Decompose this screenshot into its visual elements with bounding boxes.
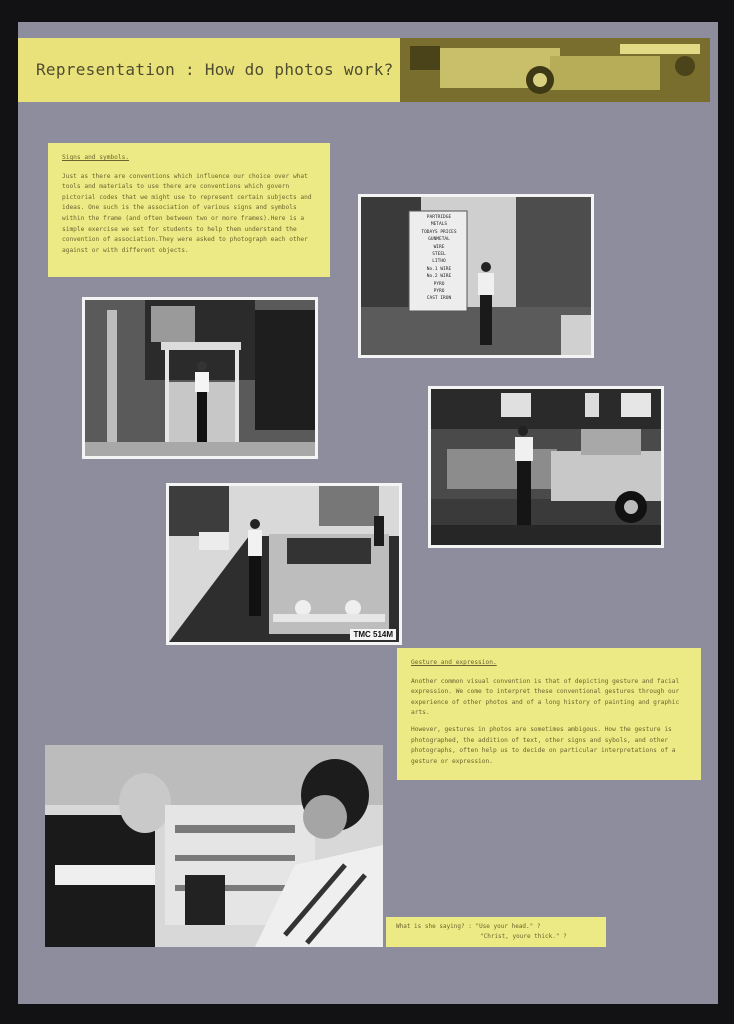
quote-line-1: What is she saying? : "Use your head." ? [396,923,541,930]
sign-line: LITHO [432,259,446,265]
header-banner [18,38,710,102]
gesture-card-title: Gesture and expression. [411,659,497,666]
sign-line: PARTRIDGE [426,215,452,220]
signs-card-title: Signs and symbols. [62,154,130,161]
number-plate: TMC 514M [350,629,396,640]
gesture-card-paragraph: However, gestures in photos are sometimes ambigous. How the gesture is photographed, the addition of text, other signs and sybols, and other photographs, often help us to decide on particular interpretations of a gesture or expression. [411,725,676,765]
photo-jaguar [166,483,402,645]
photo-sign-board [358,194,594,358]
photo-car-boy [428,386,664,548]
sign-line: CAST IRON [426,296,452,302]
sign-line: TODAYS PRICES [421,229,457,235]
header-photo [400,38,710,102]
sign-line: No.2 WIRE [426,274,452,280]
sign-line: GUNMETAL [428,237,450,243]
sign-board-text [412,214,466,303]
sign-line: No.1 WIRE [426,266,452,272]
sign-line: PYRO [433,281,445,287]
quote-card [386,917,606,947]
page-title: Representation : How do photos work? [36,60,394,79]
signs-card-body: Just as there are conventions which influence our choice over what tools and materials to use there are conventions which govern pictorial codes that we might use to represent certain subjects and ideas. One such is the association of various signs and symbols within the frame (and often between two or more frames).Here is a simple exercise we set for students to help them understand the convention of association.They were asked to photograph each other against or with different objects. [62,172,312,254]
sign-line: STEEL [432,252,446,258]
signs-and-symbols-card [48,143,330,277]
gesture-and-expression-card [397,648,701,780]
gesture-card-paragraph: Another common visual convention is that of depicting gesture and facial expression. We come to interpret these conventional gestures through our experience of other photos and of a long history of painting and graphic arts. [411,677,680,717]
photo-gesture [45,745,383,947]
sign-line: METALS [430,222,448,228]
sign-line: WIRE [433,244,445,250]
quote-line-2: "Christ, youre thick." ? [480,933,567,940]
photo-booth [82,297,318,459]
sign-line: PYRO [433,289,445,295]
